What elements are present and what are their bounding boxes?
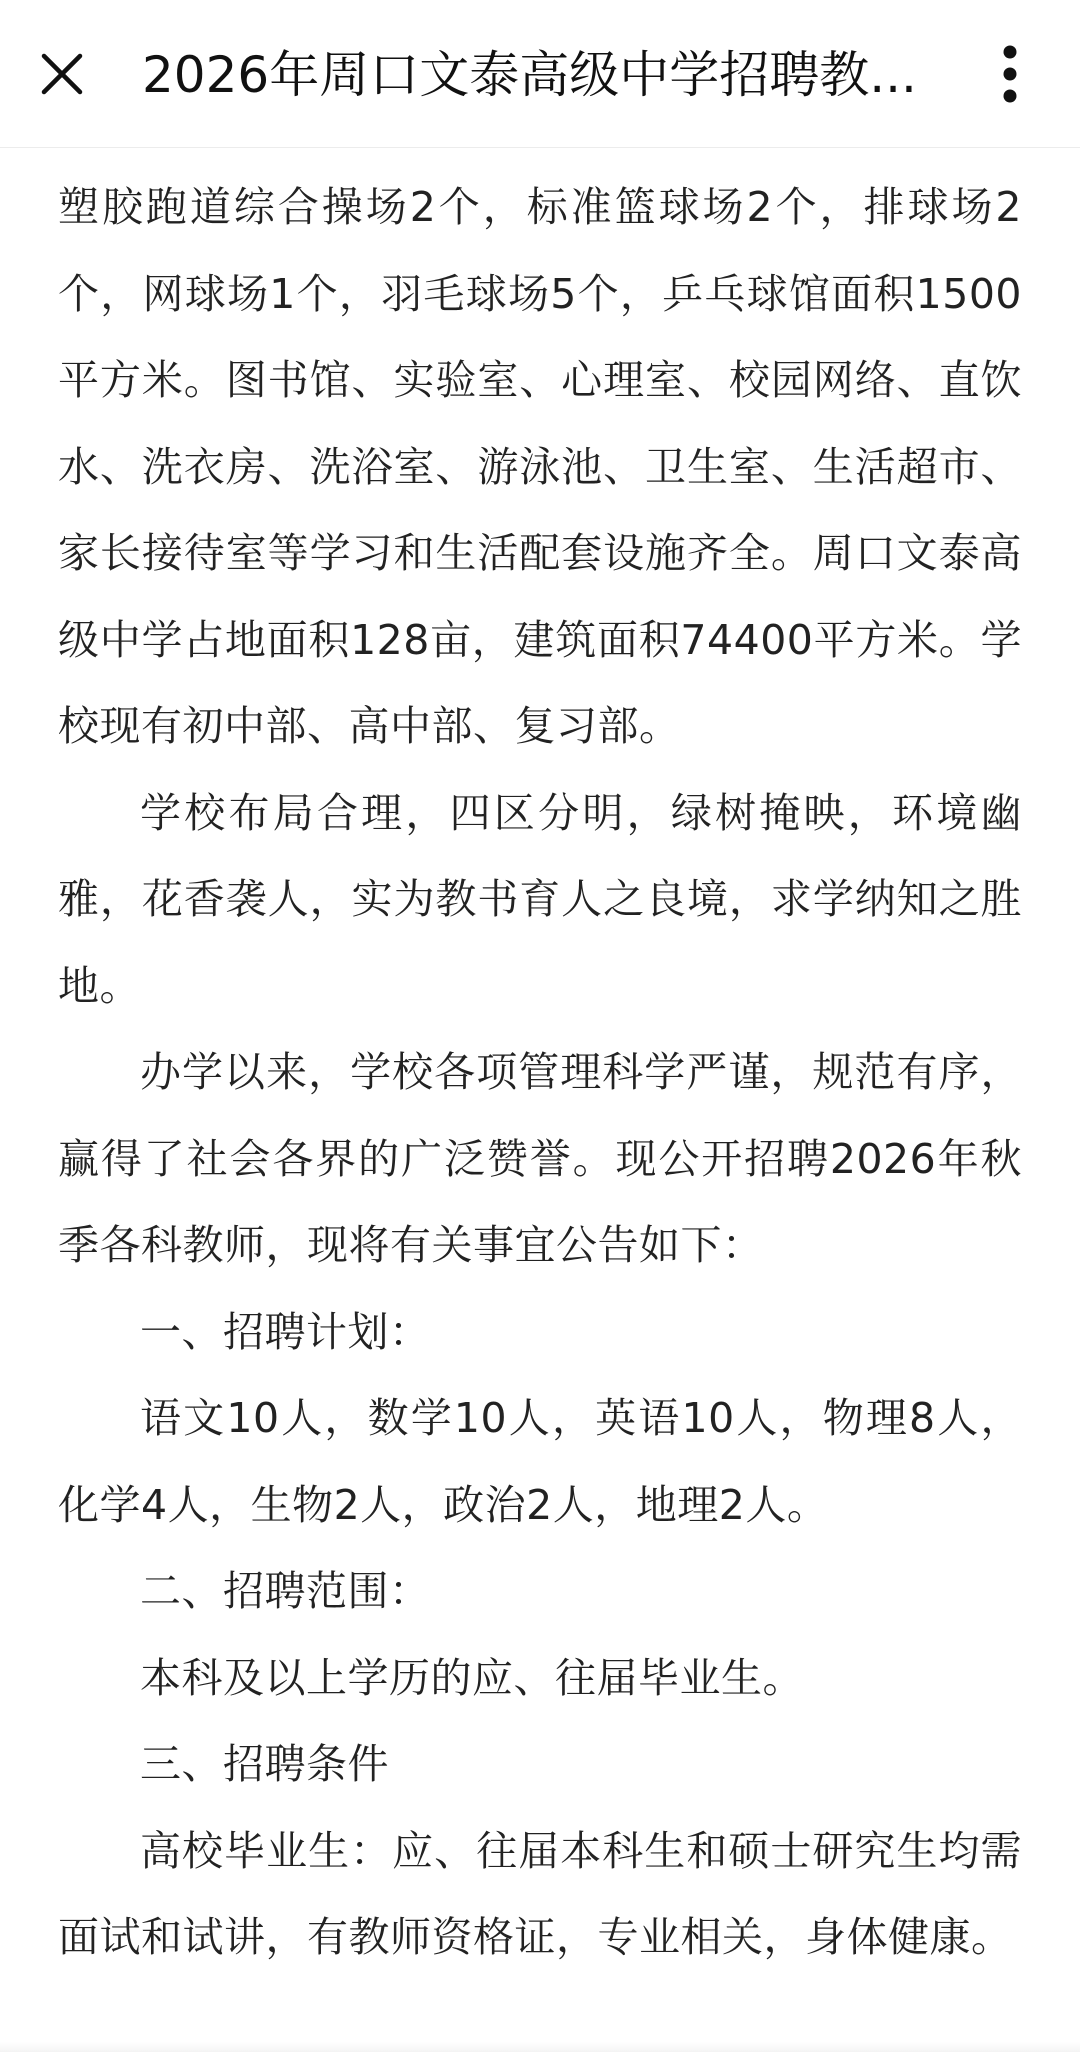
article-body: [58, 164, 1022, 1981]
top-navigation-bar: [0, 0, 1080, 148]
article-paragraph: 语文10人，数学10人，英语10人，物理8人，化学4人，生物2人，政治2人，地理2人。: [58, 1394, 1022, 1529]
article-paragraph: 学校布局合理，四区分明，绿树掩映，环境幽雅，花香袭人，实为教书育人之良境，求学纳知之胜地。: [58, 788, 1022, 1010]
close-button[interactable]: [22, 34, 102, 114]
section-heading-recruitment-plan: 一、招聘计划：: [140, 1307, 431, 1356]
section-heading-recruitment-scope: 二、招聘范围：: [140, 1567, 431, 1615]
article-paragraph: 本科及以上学历的应、往届毕业生。: [140, 1653, 804, 1702]
close-icon: [38, 50, 86, 98]
more-options-button[interactable]: [970, 34, 1050, 114]
section-heading-recruitment-conditions: 三、招聘条件: [140, 1740, 389, 1788]
more-vertical-icon: [1000, 44, 1020, 104]
bottom-edge: [0, 2042, 1080, 2052]
article-paragraph: 高校毕业生：应、往届本科生和硕士研究生均需面试和试讲，有教师资格证，专业相关，身体健康。: [58, 1826, 1022, 1961]
article-paragraph: 塑胶跑道综合操场2个，标准篮球场2个，排球场2个，网球场1个，羽毛球场5个，乒乓球馆面积1500平方米。图书馆、实验室、心理室、校园网络、直饮水、洗衣房、洗浴室、游泳池、卫生室、生活超市、家长接待室等学习和生活配套设施齐全。周口文泰高级中学占地面积128亩，建筑面积74400平方米。学校现有初中部、高中部、复习部。: [58, 183, 1022, 750]
article-paragraph: 办学以来，学校各项管理科学严谨，规范有序，赢得了社会各界的广泛赞誉。现公开招聘2026年秋季各科教师，现将有关事宜公告如下：: [58, 1048, 1022, 1269]
page-title: 2026年周口文泰高级中学招聘教...: [142, 46, 917, 104]
